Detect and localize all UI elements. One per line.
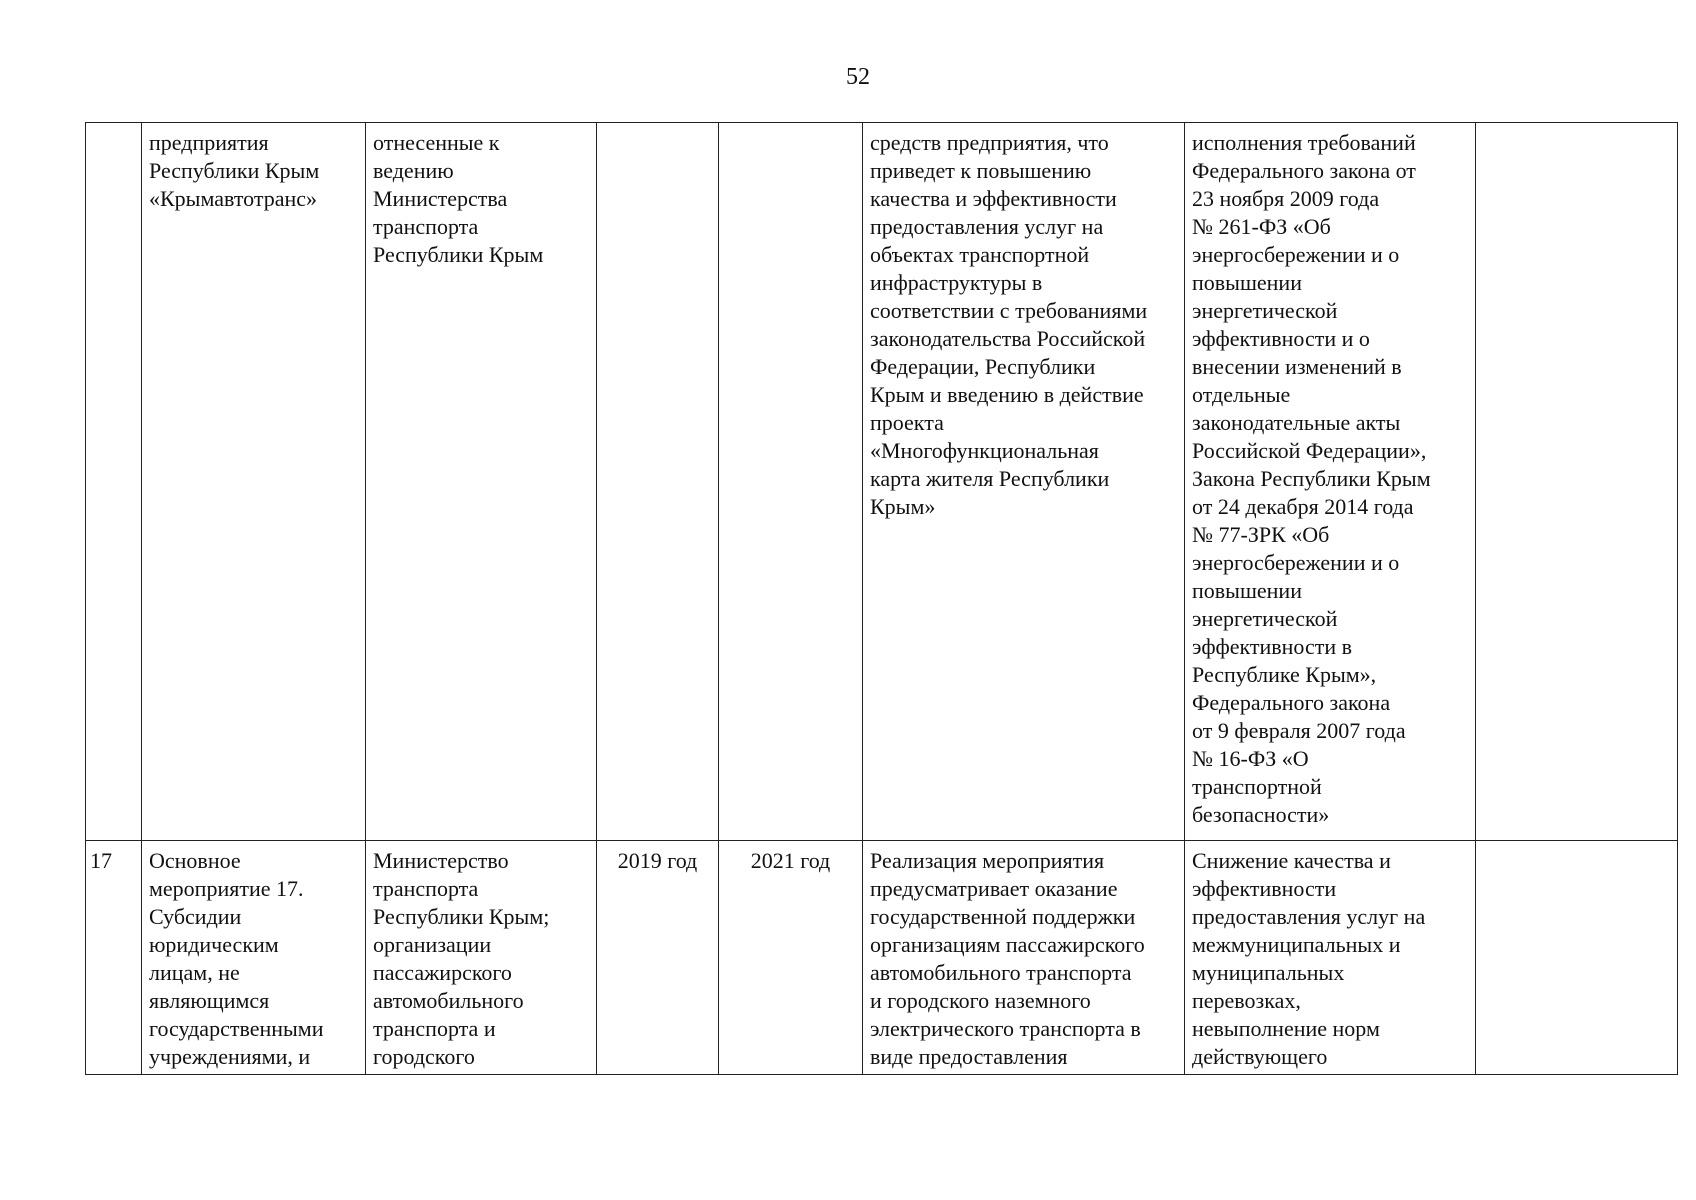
page-number: 52 xyxy=(846,64,870,90)
cell-consequences: Снижение качества и эффективности предоставления услуг на межмуниципальных и муниципальных перевозках, невыполнение норм действующего xyxy=(1185,841,1476,1075)
cell-end-year xyxy=(719,123,863,841)
cell-activity-name: предприятия Республики Крым «Крымавтотранс» xyxy=(142,123,366,841)
cell-executor: Министерство транспорта Республики Крым; организации пассажирского автомобильного транспорта и городского xyxy=(366,841,597,1075)
cell-consequences: исполнения требований Федерального закона от 23 ноября 2009 года № 261-ФЗ «Об энергосбережении и о повышении энергетической эффективности и о внесении изменений в отдельные законодательные акты Российской Федерации», Закона Республики Крым от 24 декабря 2014 года № 77-ЗРК «Об энергосбережении и о повышении энергетической эффективности в Республике Крым», Федерального закона от 9 февраля 2007 года № 16-ФЗ «О транспортной безопасности» xyxy=(1185,123,1476,841)
cell-number: 17 xyxy=(86,841,142,1075)
cell-number xyxy=(86,123,142,841)
cell-activity-name: Основное мероприятие 17. Субсидии юридическим лицам, не являющимся государственными учреждениями, и xyxy=(142,841,366,1075)
cell-link xyxy=(1476,841,1678,1075)
cell-link xyxy=(1476,123,1678,841)
cell-end-year: 2021 год xyxy=(719,841,863,1075)
program-activities-table xyxy=(85,122,1678,1075)
cell-executor: отнесенные к ведению Министерства транспорта Республики Крым xyxy=(366,123,597,841)
table-row xyxy=(86,841,1678,1075)
cell-description: Реализация мероприятия предусматривает оказание государственной поддержки организациям пассажирского автомобильного транспорта и городского наземного электрического транспорта в виде предоставления xyxy=(863,841,1185,1075)
cell-description: средств предприятия, что приведет к повышению качества и эффективности предоставления услуг на объектах транспортной инфраструктуры в соответствии с требованиями законодательства Российской Федерации, Республики Крым и введению в действие проекта «Многофункциональная карта жителя Республики Крым» xyxy=(863,123,1185,841)
cell-start-year xyxy=(597,123,719,841)
table-row xyxy=(86,123,1678,841)
cell-start-year: 2019 год xyxy=(597,841,719,1075)
